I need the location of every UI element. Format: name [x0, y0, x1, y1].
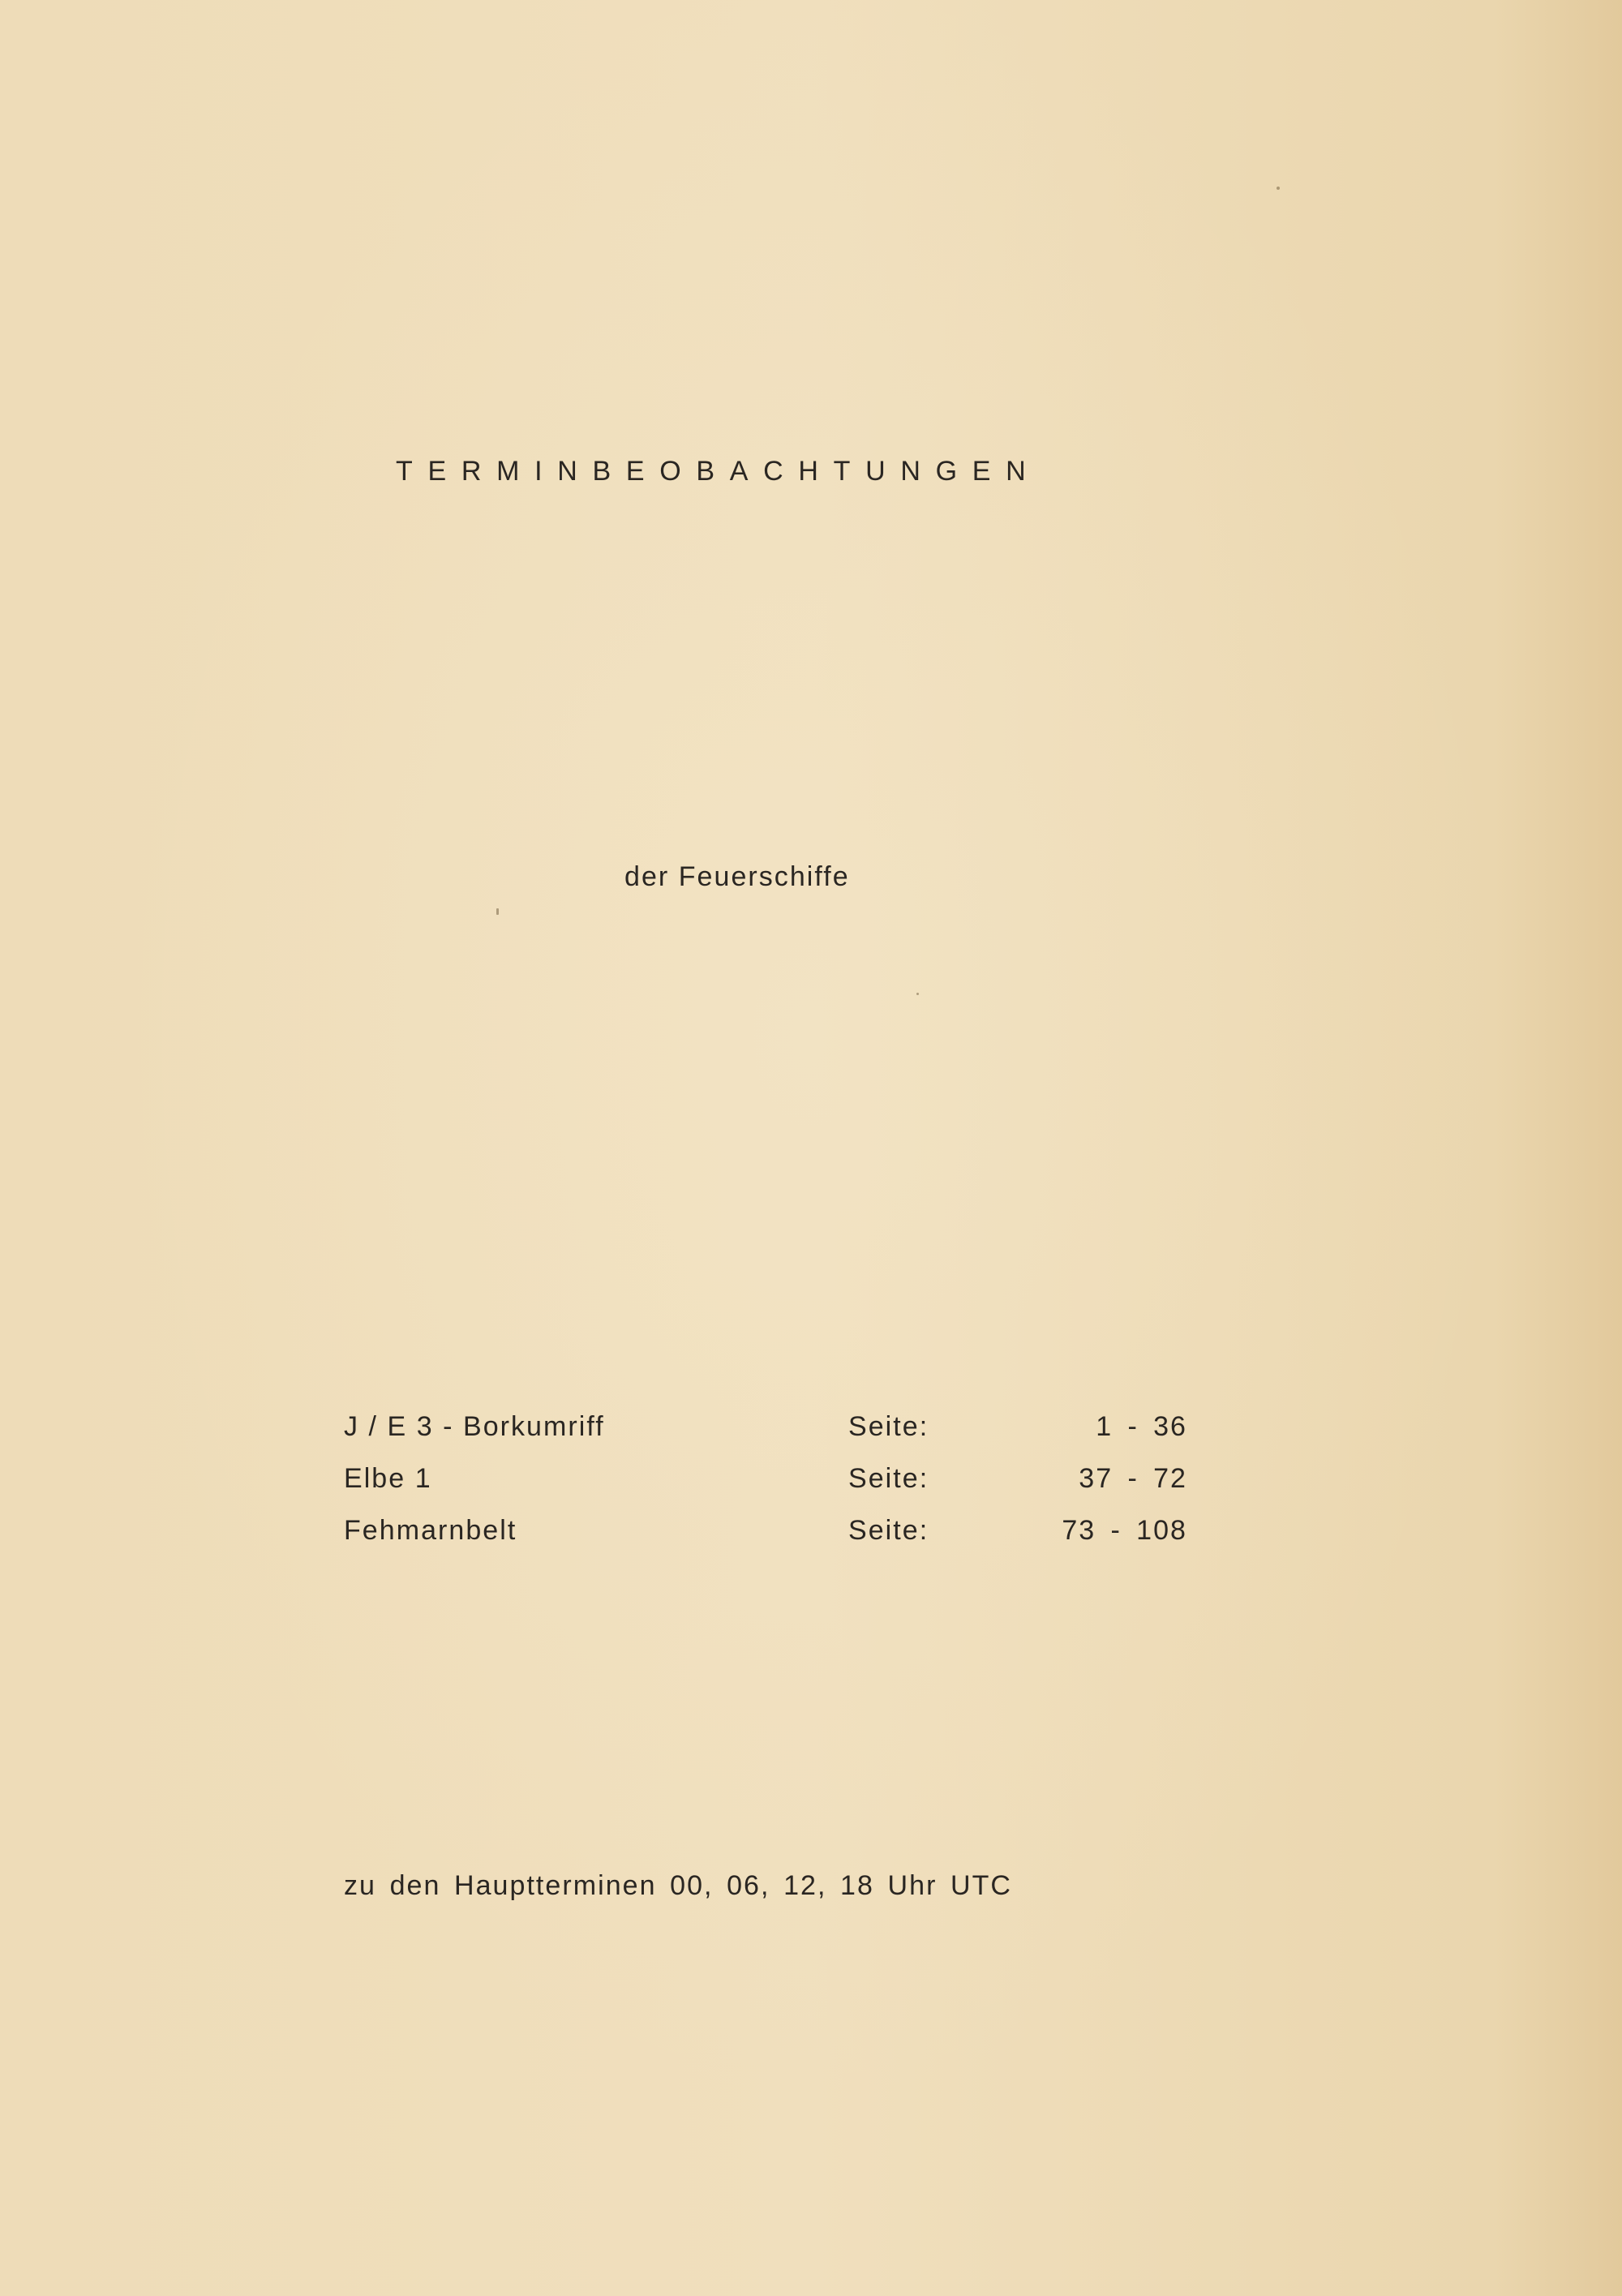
station-name: J / E 3 - Borkumriff: [344, 1411, 605, 1442]
contents-row: [344, 1515, 1187, 1567]
document-footer: zu den Hauptterminen 00, 06, 12, 18 Uhr UTC: [344, 1870, 1013, 1901]
paper-speck: [496, 908, 499, 915]
document-title: TERMINBEOBACHTUNGEN: [396, 456, 1041, 487]
contents-row: [344, 1411, 1187, 1463]
station-name: Fehmarnbelt: [344, 1515, 517, 1546]
page-range: 1 - 36: [1096, 1411, 1187, 1442]
page-label: Seite:: [848, 1411, 929, 1442]
contents-row: [344, 1463, 1187, 1515]
page-range: 37 - 72: [1079, 1463, 1187, 1494]
paper-speck: [1277, 187, 1280, 190]
page-label: Seite:: [848, 1463, 929, 1494]
document-subtitle: der Feuerschiffe: [624, 861, 850, 892]
page-label: Seite:: [848, 1515, 929, 1546]
station-name: Elbe 1: [344, 1463, 432, 1494]
page-range: 73 - 108: [1062, 1515, 1187, 1546]
paper-speck: [916, 993, 919, 995]
contents-list: [344, 1411, 1187, 1567]
